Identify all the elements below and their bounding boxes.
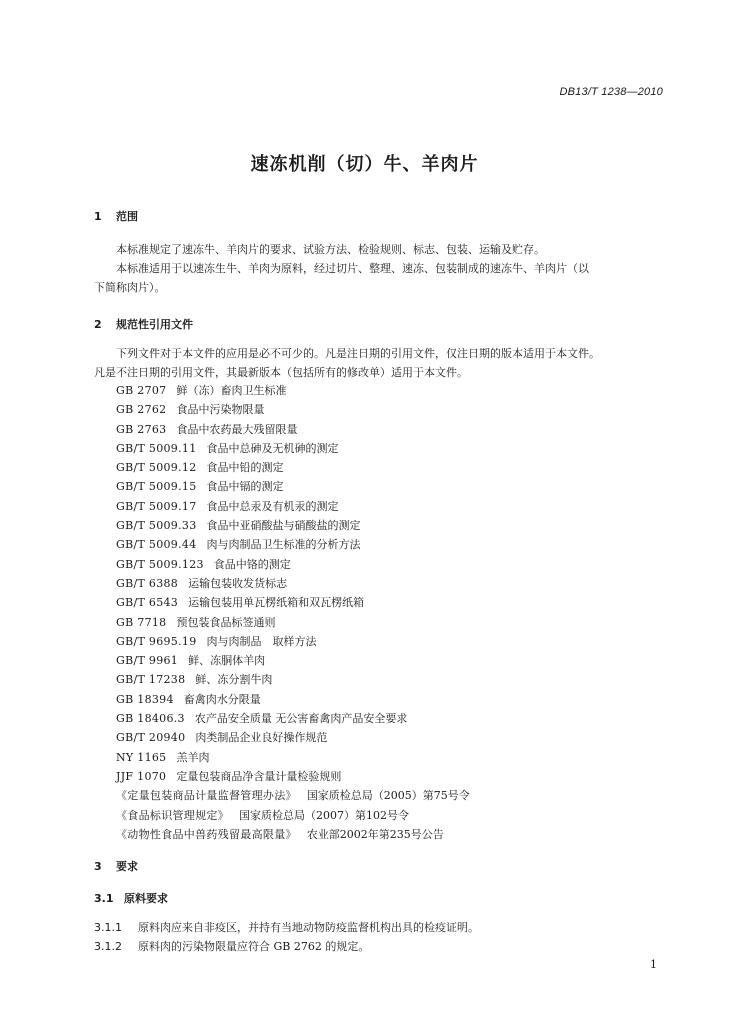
section-number: 3 — [94, 860, 102, 873]
reference-code: GB/T 6543 — [116, 596, 179, 610]
reference-item — [116, 632, 470, 651]
reference-title: 食品中总砷及无机砷的测定 — [206, 441, 339, 455]
reference-code: GB/T 5009.44 — [116, 538, 197, 552]
reference-code: GB/T 17238 — [116, 673, 186, 687]
reference-item — [116, 651, 470, 670]
reference-item — [116, 748, 470, 767]
clause-3-1-1 — [94, 919, 479, 935]
reference-title: 食品中污染物限量 — [176, 403, 265, 417]
reference-item — [116, 555, 470, 574]
reference-item — [116, 670, 470, 689]
reference-title: 食品中铅的测定 — [206, 461, 284, 475]
reference-title: 羔羊肉 — [176, 750, 210, 764]
document-code: DB13/T 1238—2010 — [559, 86, 663, 98]
paragraph-line: 下列文件对于本文件的应用是必不可少的。凡是注日期的引用文件，仅注日期的版本适用于本文件。 — [116, 347, 600, 360]
reference-item — [116, 825, 470, 844]
reference-code: 《动物性食品中兽药残留最高限量》 — [116, 827, 297, 841]
reference-title: 肉与肉制品 取样方法 — [206, 634, 317, 648]
reference-title: 农产品安全质量 无公害畜禽肉产品安全要求 — [194, 712, 408, 726]
section-number: 2 — [94, 318, 102, 331]
reference-list — [116, 381, 470, 844]
section-3-heading — [94, 858, 138, 874]
reference-title: 鲜、冻胴体羊肉 — [188, 654, 266, 668]
reference-item — [116, 574, 470, 593]
reference-item — [116, 458, 470, 477]
section-1-heading — [94, 208, 138, 224]
reference-code: GB/T 9961 — [116, 654, 179, 668]
reference-title: 食品中农药最大残留限量 — [176, 422, 298, 436]
reference-code: GB 2762 — [116, 403, 167, 417]
reference-title: 肉类制品企业良好操作规范 — [195, 731, 328, 745]
reference-item — [116, 806, 470, 825]
reference-title: 食品中亚硝酸盐与硝酸盐的测定 — [206, 519, 361, 533]
section-title: 要求 — [116, 860, 138, 873]
section-number: 1 — [94, 210, 102, 223]
document-title: 速冻机削（切）牛、羊肉片 — [250, 154, 479, 175]
reference-item — [116, 497, 470, 516]
reference-code: 《食品标识管理规定》 — [116, 808, 229, 822]
reference-title: 预包装食品标签通则 — [176, 615, 276, 629]
paragraph-line: 本标准适用于以速冻生牛、羊肉为原料，经过切片、整理、速冻、包装制成的速冻牛、羊肉片（以 — [116, 262, 589, 275]
clause-text: 原料肉的污染物限量应符合 GB 2762 的规定。 — [138, 940, 370, 953]
section-title: 范围 — [116, 210, 138, 223]
paragraph-line: 下简称肉片）。 — [94, 281, 166, 294]
reference-code: GB/T 5009.15 — [116, 480, 197, 494]
reference-title: 鲜（冻）畜肉卫生标准 — [176, 384, 287, 397]
reference-title: 畜禽肉水分限量 — [183, 692, 261, 706]
reference-title: 食品中总汞及有机汞的测定 — [206, 499, 339, 513]
reference-title: 鲜、冻分割牛肉 — [195, 673, 273, 687]
reference-code: GB 2763 — [116, 422, 167, 436]
reference-code: GB/T 6388 — [116, 576, 179, 590]
reference-item — [116, 439, 470, 458]
paragraph-line: 本标准规定了速冻牛、羊肉片的要求、试验方法、检验规则、标志、包装、运输及贮存。 — [116, 243, 545, 256]
reference-title: 定量包装商品净含量计量检验规则 — [176, 769, 342, 783]
reference-title: 国家质检总局（2007）第102号令 — [239, 808, 409, 822]
reference-title: 运输包装收发货标志 — [188, 576, 288, 590]
clause-text: 原料肉应来自非疫区，并持有当地动物防疫监督机构出具的检疫证明。 — [138, 921, 479, 934]
reference-code: GB/T 5009.123 — [116, 557, 204, 571]
subsection-number: 3.1 — [94, 892, 114, 905]
scope-paragraph-1 — [94, 240, 660, 259]
scope-paragraph-2 — [94, 259, 660, 297]
reference-title: 食品中铬的测定 — [213, 557, 291, 571]
reference-item — [116, 477, 470, 496]
reference-title: 农业部2002年第235号公告 — [306, 827, 444, 841]
reference-code: GB/T 5009.33 — [116, 519, 197, 533]
reference-code: GB 18406.3 — [116, 712, 185, 726]
reference-item — [116, 786, 470, 805]
clause-number: 3.1.2 — [94, 940, 122, 953]
reference-item — [116, 400, 470, 419]
subsection-3-1-heading — [94, 890, 168, 906]
reference-title: 国家质检总局（2005）第75号令 — [306, 789, 470, 803]
reference-item — [116, 381, 470, 400]
reference-item — [116, 420, 470, 439]
reference-item — [116, 593, 470, 612]
reference-code: GB/T 9695.19 — [116, 634, 197, 648]
reference-code: NY 1165 — [116, 750, 167, 764]
references-intro — [94, 344, 660, 382]
clause-number: 3.1.1 — [94, 921, 122, 934]
reference-item — [116, 613, 470, 632]
reference-code: GB 18394 — [116, 692, 174, 706]
reference-code: GB/T 5009.17 — [116, 499, 197, 513]
reference-item — [116, 535, 470, 554]
reference-code: 《定量包装商品计量监督管理办法》 — [116, 789, 297, 803]
clause-3-1-2 — [94, 938, 369, 954]
reference-item — [116, 767, 470, 786]
reference-code: GB/T 20940 — [116, 731, 186, 745]
reference-item — [116, 709, 470, 728]
reference-item — [116, 728, 470, 747]
page-number: 1 — [650, 958, 657, 971]
reference-code: GB/T 5009.11 — [116, 441, 197, 455]
subsection-title: 原料要求 — [124, 892, 168, 905]
reference-title: 肉与肉制品卫生标准的分析方法 — [206, 538, 361, 552]
paragraph-line: 凡是不注日期的引用文件，其最新版本（包括所有的修改单）适用于本文件。 — [94, 366, 468, 379]
reference-code: JJF 1070 — [116, 769, 167, 783]
section-title: 规范性引用文件 — [116, 318, 193, 331]
reference-code: GB 7718 — [116, 615, 167, 629]
reference-title: 运输包装用单瓦楞纸箱和双瓦楞纸箱 — [188, 596, 365, 610]
reference-item — [116, 516, 470, 535]
reference-code: GB 2707 — [116, 384, 167, 397]
section-2-heading — [94, 316, 193, 332]
reference-code: GB/T 5009.12 — [116, 461, 197, 475]
reference-title: 食品中镉的测定 — [206, 480, 284, 494]
reference-item — [116, 690, 470, 709]
